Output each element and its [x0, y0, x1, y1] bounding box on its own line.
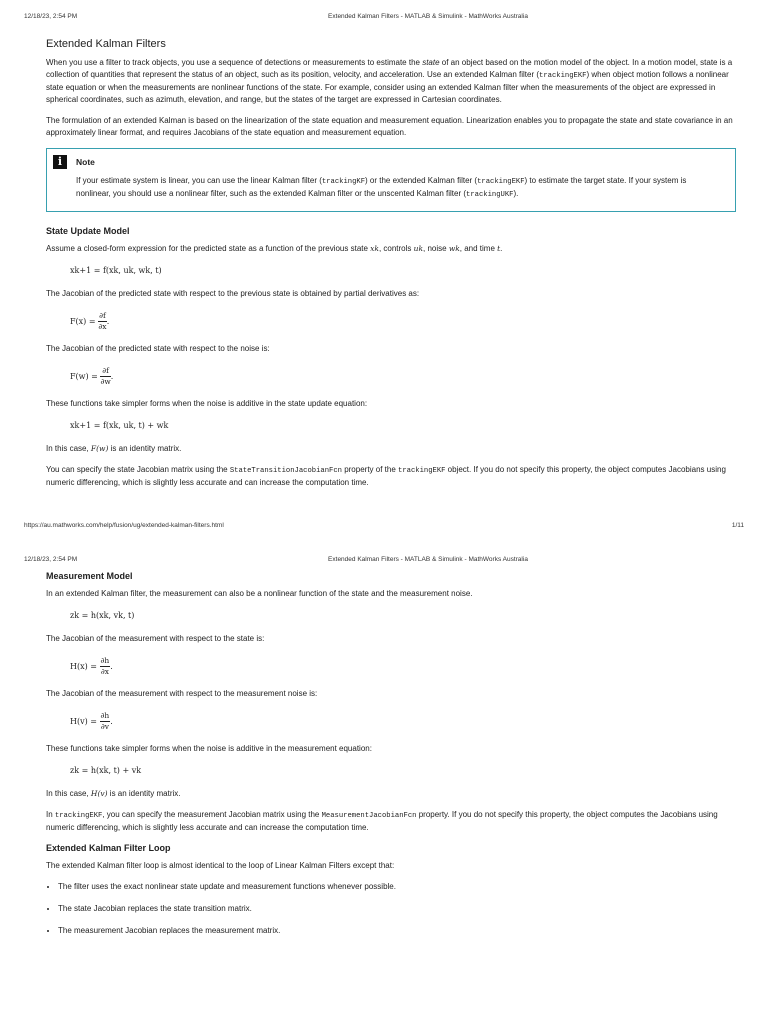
state-assume-paragraph [46, 243, 736, 255]
specify-text-3: object. If you do not specify this property, the object computes Jacobians using numeric differencing, which is slightly less accurate and can increase the computation time. [46, 465, 726, 487]
print-date-2: 12/18/23, 2:54 PM [24, 556, 78, 563]
intro-text-1: When you use a filter to track objects, you use a sequence of detections or measurements to estimate the [46, 58, 423, 67]
note-text-3: ) to estimate the target state. If your system is nonlinear, you should use a nonlinear filter, such as the extended Kalman filter or the unscented Kalman filter ( [76, 176, 687, 198]
info-icon: i [53, 155, 67, 169]
identity-text-1: In this case, [46, 444, 91, 453]
note-label: Note [76, 157, 95, 167]
note-box [46, 148, 736, 212]
hx-period: . [110, 661, 113, 671]
assume-text-1: Assume a closed-form expression for the predicted state as a function of the previous state [46, 244, 371, 253]
code-statetransitionjacobianfcn[interactable]: StateTransitionJacobianFcn [229, 467, 342, 475]
measurement-specify-paragraph [46, 809, 736, 834]
assume-text-3: , noise [423, 244, 449, 253]
measurement-jacobian-state-text: The Jacobian of the measurement with respect to the state is: [46, 634, 265, 643]
hv-fraction [100, 711, 111, 732]
hx-numerator: ∂h [100, 655, 110, 665]
measurement-identity-text [46, 788, 736, 800]
assume-text-2: , controls [378, 244, 414, 253]
assume-text-5: . [500, 244, 503, 253]
ekf-loop-list [46, 881, 736, 937]
fx-period: . [106, 316, 110, 326]
note-text-2: ) or the extended Kalman filter ( [365, 176, 478, 185]
specify-text-2: property of the [341, 465, 398, 474]
fw-fraction [100, 366, 110, 387]
var-wk: wk [448, 244, 460, 253]
intro-code-trackingekf[interactable]: trackingEKF [539, 72, 587, 80]
m-identity-text-1: In this case, [46, 789, 91, 798]
hv-period: . [110, 716, 113, 726]
page-title: Extended Kalman Filters [46, 38, 166, 50]
simpler-forms-text: These functions take simpler forms when the noise is additive in the state update equation: [46, 399, 368, 408]
intro-paragraph [46, 57, 736, 106]
hv-lhs: H(v) = [70, 716, 97, 726]
note-text-1: If your estimate system is linear, you can use the linear Kalman filter ( [76, 176, 322, 185]
identity-text [46, 443, 736, 455]
formulation-paragraph: The formulation of an extended Kalman is based on the linearization of the state equation and measurement equation. Linearization enables you to propagate the state and state covariance in an approximately linear format, and requires Jacobians of the state equation and measurement equation. [46, 116, 733, 137]
fw-lhs: F(w) = [70, 371, 98, 381]
fx-lhs: F(x) = [70, 316, 96, 326]
jacobian-hx-equation [70, 654, 736, 678]
note-code-trackingekf[interactable]: trackingEKF [477, 178, 525, 186]
jacobian-state-text: The Jacobian of the predicted state with respect to the previous state is obtained by partial derivatives as: [46, 289, 420, 298]
hv-denominator: ∂v [100, 721, 109, 731]
list-item: • The state Jacobian replaces the state transition matrix. [58, 903, 736, 915]
print-title-2: Extended Kalman Filters - MATLAB & Simulink - MathWorks Australia [328, 556, 528, 563]
intro-text-3: ) when object motion follows a nonlinear state equation or when the measurements are nonlinear functions of the state. For example, consider using an extended Kalman filter when the measurements of the object are expressed in spherical coordinates, such as azimuth, elevation, and range, but the states of the target are expressed in Cartesian coordinates. [46, 70, 729, 104]
page-2-content [46, 571, 736, 947]
intro-text-2: of an object based on the motion model of the object. In a motion model, state is a collection of quantities that represent the status of an object, such as its position, velocity, and acceleration. Use an extended Kalman filter ( [46, 58, 733, 79]
page-1-content [46, 38, 736, 498]
list-item: • The measurement Jacobian replaces the measurement matrix. [58, 925, 736, 937]
fx-denominator: ∂x [98, 321, 107, 331]
fw-denominator: ∂w [100, 376, 111, 386]
identity-text-2: is an identity matrix. [108, 444, 182, 453]
hx-fraction [100, 656, 111, 677]
measurement-intro: In an extended Kalman filter, the measurement can also be a nonlinear function of the state and the measurement noise. [46, 589, 473, 598]
code-measurementjacobianfcn[interactable]: MeasurementJacobianFcn [321, 812, 417, 820]
m-identity-text-2: is an identity matrix. [107, 789, 181, 798]
hx-denominator: ∂x [100, 666, 109, 676]
note-text [76, 175, 721, 201]
m-specify-text-3: property. If you do not specify this property, the object computes the Jacobians using numeric differencing, which is slightly less accurate and can increase the computation time. [46, 810, 718, 832]
m-code-trackingekf[interactable]: trackingEKF [54, 812, 103, 820]
note-header [53, 155, 721, 169]
jacobian-hv-equation [70, 709, 736, 733]
print-title: Extended Kalman Filters - MATLAB & Simulink - MathWorks Australia [328, 13, 528, 20]
state-update-heading: State Update Model [46, 226, 130, 236]
note-code-trackingukf[interactable]: trackingUKF [466, 191, 514, 199]
measurement-simpler-text: These functions take simpler forms when the noise is additive in the measurement equation: [46, 744, 372, 753]
print-page-number: 1/11 [731, 522, 744, 529]
print-date: 12/18/23, 2:54 PM [24, 13, 78, 20]
fw-period: . [110, 371, 114, 381]
measurement-equation: zk = h(xk, vk, t) [70, 611, 135, 620]
code-trackingekf[interactable]: trackingEKF [398, 467, 446, 475]
fx-fraction [98, 311, 107, 332]
jacobian-fw-equation [70, 364, 736, 388]
print-url[interactable]: https://au.mathworks.com/help/fusion/ug/extended-kalman-filters.html [24, 522, 224, 529]
var-hv: H(v) [90, 789, 108, 798]
var-uk: uk [413, 244, 424, 253]
note-code-trackingkf[interactable]: trackingKF [321, 178, 366, 186]
m-specify-text-2: , you can specify the measurement Jacobian matrix using the [102, 810, 322, 819]
fx-numerator: ∂f [99, 310, 106, 320]
var-fw: F(w) [90, 444, 109, 453]
ekf-loop-intro: The extended Kalman filter loop is almost identical to the loop of Linear Kalman Filters except that: [46, 861, 395, 870]
specify-jacobian-paragraph [46, 464, 736, 489]
ekf-loop-heading: Extended Kalman Filter Loop [46, 843, 171, 853]
m-specify-text-1: In [46, 810, 55, 819]
fw-numerator: ∂f [102, 365, 109, 375]
specify-text-1: You can specify the state Jacobian matrix using the [46, 465, 230, 474]
hx-lhs: H(x) = [70, 661, 97, 671]
state-update-equation: xk+1 = f(xk, uk, wk, t) [70, 266, 162, 275]
assume-text-4: , and time [459, 244, 498, 253]
var-t: t [497, 244, 501, 253]
note-text-4: ). [513, 189, 519, 198]
jacobian-fx-equation [70, 309, 736, 333]
hv-numerator: ∂h [100, 710, 110, 720]
measurement-jacobian-noise-text: The Jacobian of the measurement with respect to the measurement noise is: [46, 689, 318, 698]
additive-measurement-equation: zk = h(xk, t) + vk [70, 766, 142, 775]
jacobian-noise-text: The Jacobian of the predicted state with respect to the noise is: [46, 344, 270, 353]
list-item: • The filter uses the exact nonlinear state update and measurement functions whenever possible. [58, 881, 736, 893]
var-xk: xk [370, 244, 379, 253]
measurement-model-heading: Measurement Model [46, 571, 133, 581]
additive-state-equation: xk+1 = f(xk, uk, t) + wk [70, 421, 169, 430]
intro-state-term: state [422, 58, 440, 67]
